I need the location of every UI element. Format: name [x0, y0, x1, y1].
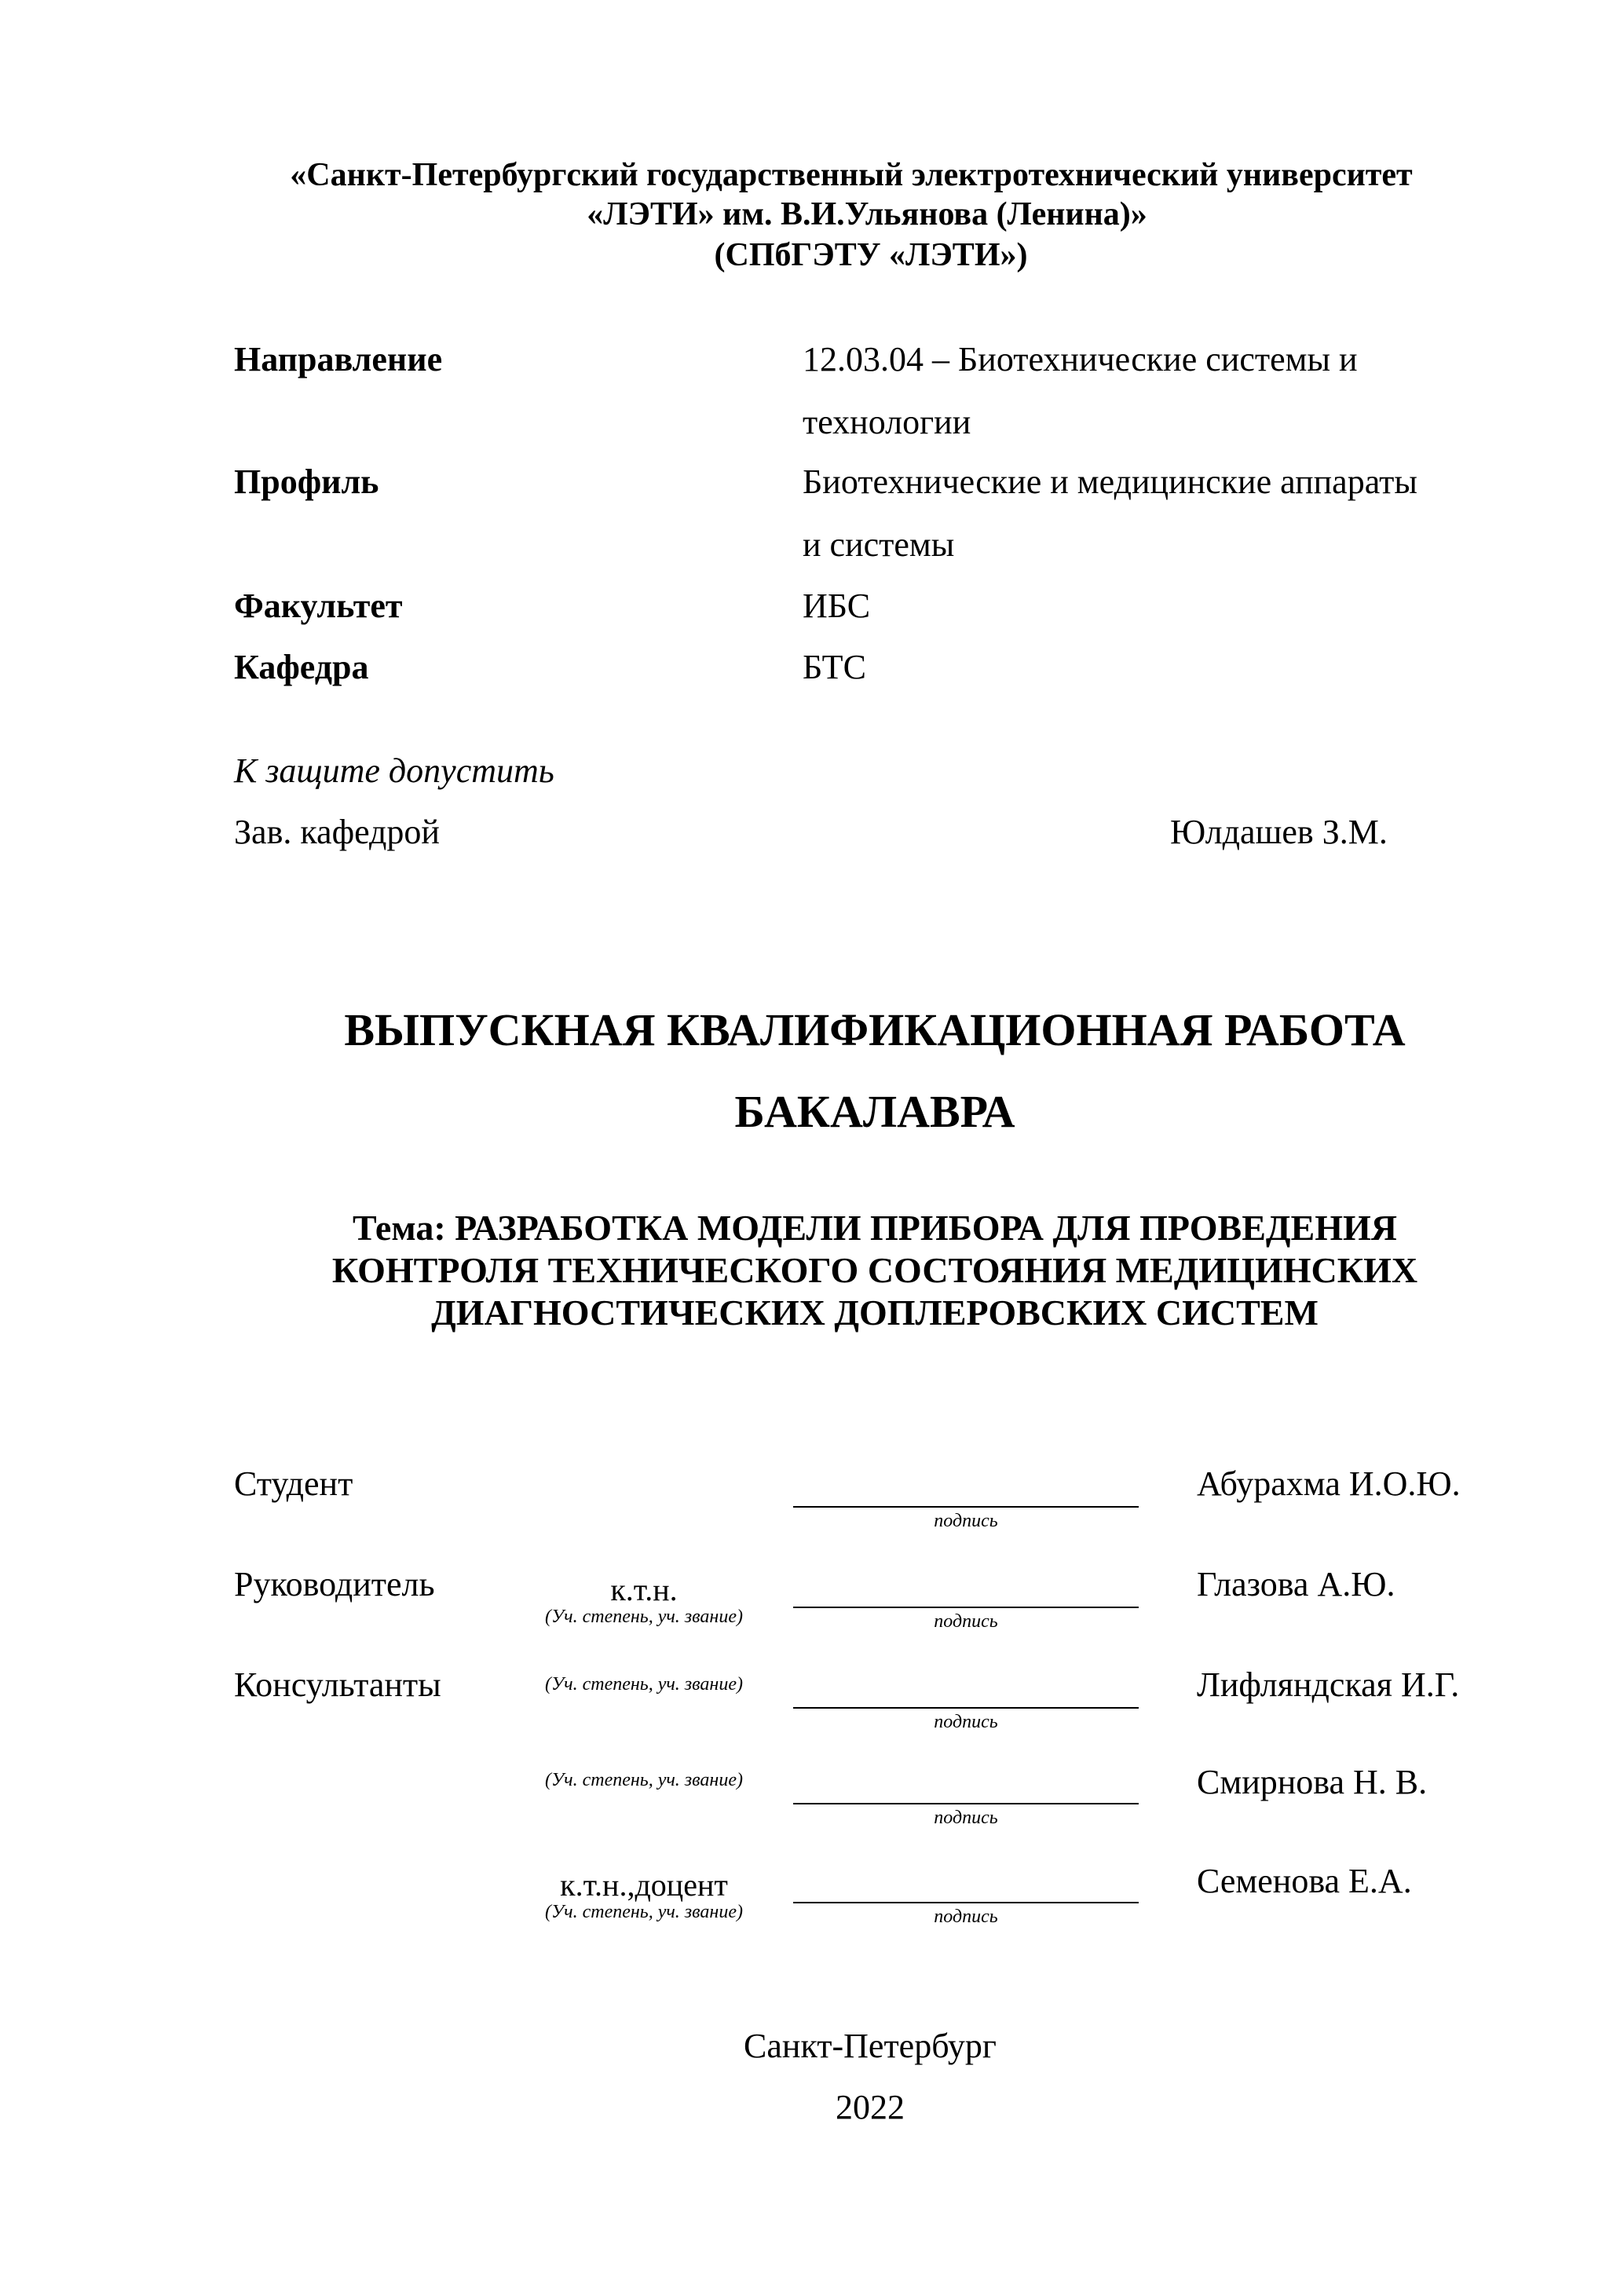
degree-caption: (Уч. степень, уч. звание)	[545, 1770, 743, 1790]
faculty-value: ИБС	[803, 587, 871, 625]
signature-line	[793, 1607, 1139, 1608]
department-value: БТС	[803, 648, 866, 686]
profile-value-line-1: Биотехнические и медицинские аппараты	[803, 462, 1417, 501]
faculty-label: Факультет	[234, 587, 403, 625]
signature-line	[793, 1803, 1139, 1804]
name-supervisor: Глазова А.Ю.	[1197, 1565, 1395, 1603]
signature-caption: подпись	[934, 1611, 998, 1632]
signature-caption: подпись	[934, 1511, 998, 1531]
profile-label: Профиль	[234, 462, 379, 501]
title-line-1: ВЫПУСКНАЯ КВАЛИФИКАЦИОННАЯ РАБОТА	[344, 1004, 1406, 1055]
degree-block	[518, 1574, 770, 1627]
degree-value: к.т.н.,доцент	[560, 1867, 728, 1903]
signature-caption: подпись	[934, 1808, 998, 1828]
direction-value-line-1: 12.03.04 – Биотехнические системы и	[803, 340, 1358, 378]
signature-caption: подпись	[934, 1712, 998, 1732]
department-label: Кафедра	[234, 648, 369, 686]
direction-label: Направление	[234, 340, 443, 378]
signature-line	[793, 1707, 1139, 1709]
name-consultant-3: Семенова Е.А.	[1197, 1862, 1412, 1900]
name-student: Абурахма И.О.Ю.	[1197, 1464, 1461, 1503]
header-line-1: «Санкт-Петербургский государственный электротехнический университет	[290, 157, 1413, 193]
degree-value: к.т.н.	[610, 1572, 678, 1607]
signature-line	[793, 1902, 1139, 1903]
approval-name: Юлдашев З.М.	[1170, 813, 1388, 851]
header-line-3: (СПбГЭТУ «ЛЭТИ»)	[714, 237, 1028, 273]
footer-year: 2022	[836, 2088, 905, 2126]
footer-city: Санкт-Петербург	[744, 2027, 997, 2065]
degree-block	[518, 1674, 770, 1695]
direction-value-line-2: технологии	[803, 403, 971, 441]
profile-value-line-2: и системы	[803, 525, 955, 564]
topic-line-1: Тема: РАЗРАБОТКА МОДЕЛИ ПРИБОРА ДЛЯ ПРОВЕДЕНИЯ	[353, 1208, 1397, 1248]
signature-caption: подпись	[934, 1907, 998, 1927]
approval-role: Зав. кафедрой	[234, 813, 440, 851]
approval-note: К защите допустить	[234, 751, 554, 790]
degree-block	[518, 1770, 770, 1790]
role-student: Студент	[234, 1464, 353, 1503]
title-line-2: БАКАЛАВРА	[734, 1086, 1015, 1137]
name-consultant-1: Лифляндская И.Г.	[1197, 1665, 1460, 1704]
header-line-2: «ЛЭТИ» им. В.И.Ульянова (Ленина)»	[587, 196, 1147, 232]
role-supervisor: Руководитель	[234, 1565, 435, 1603]
name-consultant-2: Смирнова Н. В.	[1197, 1763, 1428, 1801]
degree-caption: (Уч. степень, уч. звание)	[545, 1674, 743, 1695]
degree-caption: (Уч. степень, уч. звание)	[545, 1607, 743, 1627]
degree-caption: (Уч. степень, уч. звание)	[545, 1902, 743, 1922]
topic-line-2: КОНТРОЛЯ ТЕХНИЧЕСКОГО СОСТОЯНИЯ МЕДИЦИНСКИХ	[331, 1250, 1418, 1290]
signature-line	[793, 1506, 1139, 1508]
role-consultants: Консультанты	[234, 1665, 441, 1704]
topic-line-3: ДИАГНОСТИЧЕСКИХ ДОПЛЕРОВСКИХ СИСТЕМ	[431, 1292, 1319, 1333]
degree-block	[518, 1869, 770, 1922]
